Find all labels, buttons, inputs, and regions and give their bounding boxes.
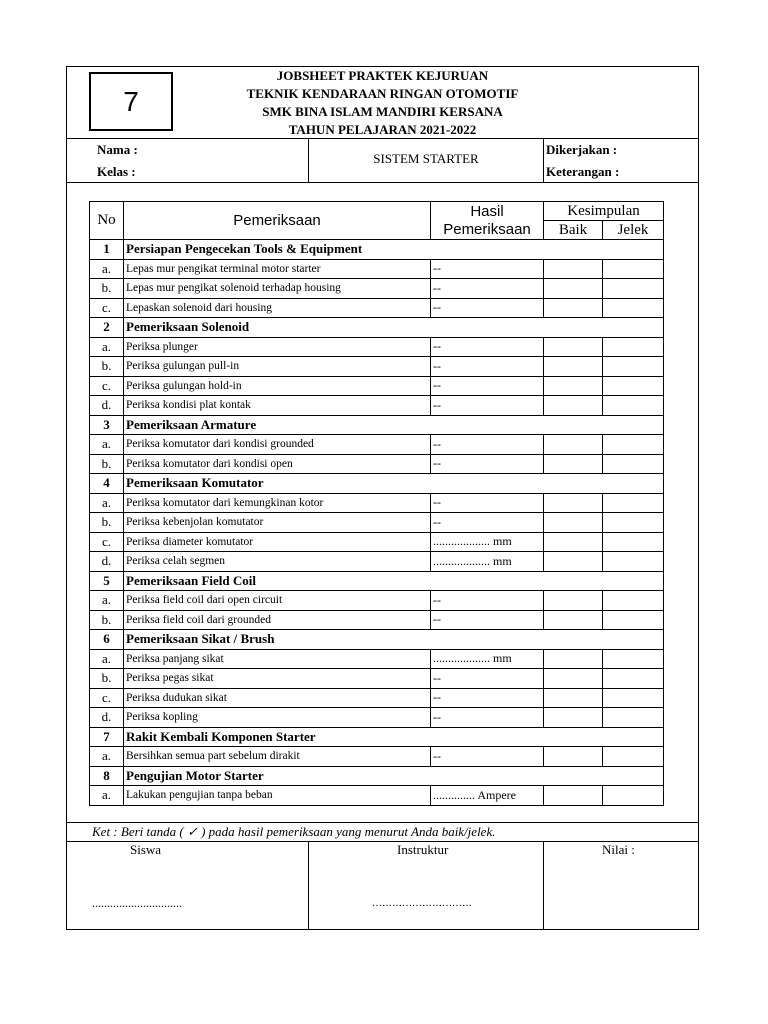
item-letter: a. xyxy=(90,649,124,669)
item-description: Periksa dudukan sikat xyxy=(124,688,431,708)
baik-checkbox-cell[interactable] xyxy=(544,649,603,669)
section-number: 3 xyxy=(90,415,124,435)
item-result[interactable]: -- xyxy=(431,610,544,630)
item-description: Periksa komutator dari kondisi open xyxy=(124,454,431,474)
section-number: 8 xyxy=(90,766,124,786)
section-title: Pemeriksaan Komutator xyxy=(124,474,664,494)
item-letter: b. xyxy=(90,513,124,533)
item-result[interactable]: ................... mm xyxy=(431,552,544,572)
baik-checkbox-cell[interactable] xyxy=(544,786,603,806)
table-row xyxy=(90,357,664,377)
section-title: Pemeriksaan Sikat / Brush xyxy=(124,630,664,650)
jelek-checkbox-cell[interactable] xyxy=(603,435,664,455)
document-title xyxy=(180,66,585,139)
jelek-checkbox-cell[interactable] xyxy=(603,493,664,513)
section-row xyxy=(90,415,664,435)
siswa-label: Siswa xyxy=(130,842,162,857)
item-letter: c. xyxy=(90,376,124,396)
item-letter: a. xyxy=(90,337,124,357)
baik-checkbox-cell[interactable] xyxy=(544,552,603,572)
item-result[interactable]: -- xyxy=(431,279,544,299)
ket-note: Ket : Beri tanda ( ✓ ) pada hasil pemeriksaan yang menurut Anda baik/jelek. xyxy=(92,824,496,839)
table-row xyxy=(90,747,664,767)
item-description: Lakukan pengujian tanpa beban xyxy=(124,786,431,806)
info-divider xyxy=(66,182,699,183)
section-row xyxy=(90,474,664,494)
jelek-checkbox-cell[interactable] xyxy=(603,747,664,767)
item-letter: b. xyxy=(90,357,124,377)
job-number: 7 xyxy=(123,85,139,117)
section-title: Pengujian Motor Starter xyxy=(124,766,664,786)
table-row xyxy=(90,259,664,279)
item-letter: a. xyxy=(90,747,124,767)
item-description: Periksa celah segmen xyxy=(124,552,431,572)
table-row xyxy=(90,591,664,611)
section-row xyxy=(90,240,664,260)
item-result[interactable]: -- xyxy=(431,376,544,396)
jelek-checkbox-cell[interactable] xyxy=(603,279,664,299)
title-line-3: SMK BINA ISLAM MANDIRI KERSANA xyxy=(262,104,503,119)
item-description: Periksa panjang sikat xyxy=(124,649,431,669)
section-row xyxy=(90,630,664,650)
baik-checkbox-cell[interactable] xyxy=(544,591,603,611)
table-row xyxy=(90,610,664,630)
item-result[interactable]: ................... mm xyxy=(431,532,544,552)
baik-checkbox-cell[interactable] xyxy=(544,454,603,474)
section-number: 5 xyxy=(90,571,124,591)
siswa-signature-line: .............................. xyxy=(92,896,182,910)
item-letter: d. xyxy=(90,396,124,416)
item-result[interactable]: -- xyxy=(431,357,544,377)
baik-checkbox-cell[interactable] xyxy=(544,435,603,455)
item-result[interactable]: -- xyxy=(431,454,544,474)
baik-checkbox-cell[interactable] xyxy=(544,669,603,689)
kelas-label: Kelas : xyxy=(97,164,136,179)
item-description: Periksa komutator dari kemungkinan kotor xyxy=(124,493,431,513)
item-description: Bersihkan semua part sebelum dirakit xyxy=(124,747,431,767)
topic-title: SISTEM STARTER xyxy=(373,151,479,166)
item-letter: d. xyxy=(90,708,124,728)
jelek-checkbox-cell[interactable] xyxy=(603,376,664,396)
jelek-checkbox-cell[interactable] xyxy=(603,454,664,474)
item-letter: a. xyxy=(90,786,124,806)
table-row xyxy=(90,454,664,474)
dikerjakan-label: Dikerjakan : xyxy=(546,142,618,157)
table-row xyxy=(90,493,664,513)
item-letter: b. xyxy=(90,669,124,689)
baik-checkbox-cell[interactable] xyxy=(544,259,603,279)
section-title: Pemeriksaan Field Coil xyxy=(124,571,664,591)
table-row xyxy=(90,396,664,416)
signature-right-divider xyxy=(543,841,544,930)
jelek-checkbox-cell[interactable] xyxy=(603,357,664,377)
table-row xyxy=(90,649,664,669)
section-title: Pemeriksaan Armature xyxy=(124,415,664,435)
baik-checkbox-cell[interactable] xyxy=(544,688,603,708)
section-title: Rakit Kembali Komponen Starter xyxy=(124,727,664,747)
baik-checkbox-cell[interactable] xyxy=(544,532,603,552)
section-row xyxy=(90,571,664,591)
instruktur-label: Instruktur xyxy=(397,842,449,857)
item-description: Lepas mur pengikat solenoid terhadap housing xyxy=(124,279,431,299)
section-number: 2 xyxy=(90,318,124,338)
item-result[interactable]: -- xyxy=(431,513,544,533)
item-description: Periksa plunger xyxy=(124,337,431,357)
table-row xyxy=(90,552,664,572)
item-letter: c. xyxy=(90,688,124,708)
item-description: Lepas mur pengikat terminal motor starter xyxy=(124,259,431,279)
ket-divider-top xyxy=(66,822,699,823)
item-result[interactable]: -- xyxy=(431,747,544,767)
col-kesimpulan-header: Kesimpulan xyxy=(544,202,664,221)
baik-checkbox-cell[interactable] xyxy=(544,337,603,357)
item-result[interactable]: -- xyxy=(431,298,544,318)
jelek-checkbox-cell[interactable] xyxy=(603,610,664,630)
baik-checkbox-cell[interactable] xyxy=(544,357,603,377)
jelek-checkbox-cell[interactable] xyxy=(603,513,664,533)
col-pemeriksaan-header: Pemeriksaan xyxy=(124,202,431,240)
jelek-checkbox-cell[interactable] xyxy=(603,688,664,708)
jelek-checkbox-cell[interactable] xyxy=(603,337,664,357)
jelek-checkbox-cell[interactable] xyxy=(603,259,664,279)
item-letter: a. xyxy=(90,435,124,455)
instruktur-signature-line: ………………………… xyxy=(372,898,472,909)
col-no-header: No xyxy=(90,202,124,240)
section-number: 7 xyxy=(90,727,124,747)
baik-checkbox-cell[interactable] xyxy=(544,513,603,533)
signature-left-divider xyxy=(308,841,309,930)
item-description: Periksa pegas sikat xyxy=(124,669,431,689)
item-description: Periksa gulungan hold-in xyxy=(124,376,431,396)
col-hasil-header: Hasil xyxy=(431,202,544,221)
table-row xyxy=(90,376,664,396)
item-description: Periksa gulungan pull-in xyxy=(124,357,431,377)
baik-checkbox-cell[interactable] xyxy=(544,493,603,513)
table-row xyxy=(90,532,664,552)
table-row xyxy=(90,337,664,357)
section-number: 4 xyxy=(90,474,124,494)
jelek-checkbox-cell[interactable] xyxy=(603,552,664,572)
nama-label: Nama : xyxy=(97,142,138,157)
item-result[interactable]: -- xyxy=(431,493,544,513)
nilai-label: Nilai : xyxy=(602,842,635,857)
item-letter: b. xyxy=(90,610,124,630)
table-row xyxy=(90,298,664,318)
table-row xyxy=(90,708,664,728)
section-number: 1 xyxy=(90,240,124,260)
table-row xyxy=(90,279,664,299)
title-line-1: JOBSHEET PRAKTEK KEJURUAN xyxy=(276,68,489,83)
item-result[interactable]: -- xyxy=(431,688,544,708)
item-letter: b. xyxy=(90,279,124,299)
item-result[interactable]: -- xyxy=(431,259,544,279)
item-letter: a. xyxy=(90,493,124,513)
item-result[interactable]: -- xyxy=(431,435,544,455)
item-result[interactable]: ................... mm xyxy=(431,649,544,669)
item-result[interactable]: -- xyxy=(431,337,544,357)
item-result[interactable]: -- xyxy=(431,591,544,611)
baik-checkbox-cell[interactable] xyxy=(544,396,603,416)
jelek-checkbox-cell[interactable] xyxy=(603,396,664,416)
baik-checkbox-cell[interactable] xyxy=(544,298,603,318)
item-result[interactable]: -- xyxy=(431,669,544,689)
jelek-checkbox-cell[interactable] xyxy=(603,649,664,669)
baik-checkbox-cell[interactable] xyxy=(544,708,603,728)
job-number-box xyxy=(89,72,173,131)
table-row xyxy=(90,688,664,708)
jelek-checkbox-cell[interactable] xyxy=(603,532,664,552)
keterangan-label: Keterangan : xyxy=(546,164,620,179)
section-number: 6 xyxy=(90,630,124,650)
item-description: Periksa diameter komutator xyxy=(124,532,431,552)
title-line-2: TEKNIK KENDARAAN RINGAN OTOMOTIF xyxy=(246,86,519,101)
item-description: Lepaskan solenoid dari housing xyxy=(124,298,431,318)
item-description: Periksa komutator dari kondisi grounded xyxy=(124,435,431,455)
item-description: Periksa kondisi plat kontak xyxy=(124,396,431,416)
item-letter: d. xyxy=(90,552,124,572)
section-title: Persiapan Pengecekan Tools & Equipment xyxy=(124,240,664,260)
title-line-4: TAHUN PELAJARAN 2021-2022 xyxy=(288,122,477,137)
jelek-checkbox-cell[interactable] xyxy=(603,591,664,611)
table-row xyxy=(90,786,664,806)
baik-checkbox-cell[interactable] xyxy=(544,610,603,630)
section-row xyxy=(90,766,664,786)
section-title: Pemeriksaan Solenoid xyxy=(124,318,664,338)
item-description: Periksa kebenjolan komutator xyxy=(124,513,431,533)
baik-checkbox-cell[interactable] xyxy=(544,279,603,299)
item-letter: a. xyxy=(90,259,124,279)
col-hasil-header-2: Pemeriksaan xyxy=(431,221,544,240)
jelek-checkbox-cell[interactable] xyxy=(603,669,664,689)
inspection-table xyxy=(89,201,664,806)
item-letter: c. xyxy=(90,298,124,318)
table-row xyxy=(90,669,664,689)
item-result[interactable]: -- xyxy=(431,708,544,728)
item-letter: a. xyxy=(90,591,124,611)
item-letter: c. xyxy=(90,532,124,552)
item-result[interactable]: .............. Ampere xyxy=(431,786,544,806)
inspection-rows xyxy=(90,240,664,806)
item-letter: b. xyxy=(90,454,124,474)
baik-checkbox-cell[interactable] xyxy=(544,747,603,767)
baik-checkbox-cell[interactable] xyxy=(544,376,603,396)
jelek-checkbox-cell[interactable] xyxy=(603,708,664,728)
item-description: Periksa kopling xyxy=(124,708,431,728)
item-result[interactable]: -- xyxy=(431,396,544,416)
col-baik-header: Baik xyxy=(544,221,603,240)
table-row xyxy=(90,435,664,455)
item-description: Periksa field coil dari open circuit xyxy=(124,591,431,611)
col-jelek-header: Jelek xyxy=(603,221,664,240)
item-description: Periksa field coil dari grounded xyxy=(124,610,431,630)
jelek-checkbox-cell[interactable] xyxy=(603,786,664,806)
section-row xyxy=(90,318,664,338)
jelek-checkbox-cell[interactable] xyxy=(603,298,664,318)
section-row xyxy=(90,727,664,747)
table-row xyxy=(90,513,664,533)
